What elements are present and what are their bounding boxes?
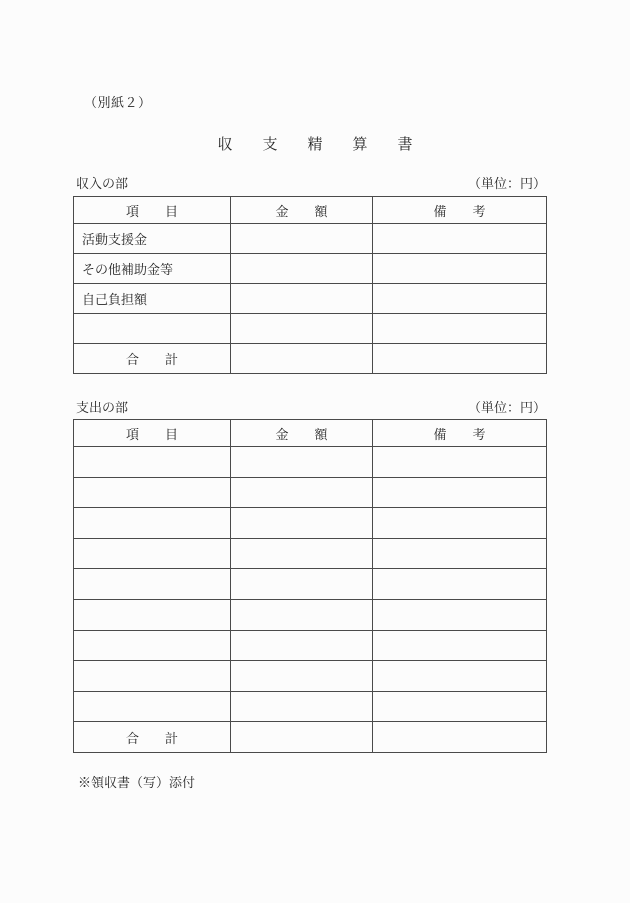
total-label-cell: 合 計	[74, 344, 231, 374]
table-row	[74, 447, 547, 478]
note-cell	[373, 477, 547, 508]
note-cell	[373, 691, 547, 722]
amount-cell	[231, 508, 373, 539]
note-cell	[373, 630, 547, 661]
total-amount-cell	[231, 722, 373, 753]
item-cell	[74, 447, 231, 478]
page-title: 収 支 精 算 書	[217, 137, 413, 153]
note-cell	[373, 314, 547, 344]
item-cell: 活動支援金	[74, 224, 231, 254]
amount-cell	[231, 630, 373, 661]
income-header-note: 備 考	[373, 197, 547, 224]
amount-cell	[231, 538, 373, 569]
item-cell	[74, 314, 231, 344]
expense-header-row	[74, 420, 547, 447]
table-row	[74, 599, 547, 630]
table-row	[74, 284, 547, 314]
attachment-label: （別紙２）	[84, 95, 152, 110]
income-unit-label: （単位：円）	[467, 176, 546, 191]
item-cell	[74, 661, 231, 692]
note-cell	[373, 284, 547, 314]
note-cell	[373, 538, 547, 569]
table-row	[74, 508, 547, 539]
income-header-item: 項 目	[74, 197, 231, 224]
expense-section-header	[73, 397, 546, 416]
amount-cell	[231, 224, 373, 254]
income-header-row	[74, 197, 547, 224]
amount-cell	[231, 314, 373, 344]
item-cell	[74, 599, 231, 630]
table-row	[74, 538, 547, 569]
table-row	[74, 630, 547, 661]
total-amount-cell	[231, 344, 373, 374]
amount-cell	[231, 447, 373, 478]
total-note-cell	[373, 722, 547, 753]
table-row	[74, 224, 547, 254]
expense-section-label: 支出の部	[76, 400, 129, 415]
table-row	[74, 569, 547, 600]
amount-cell	[231, 284, 373, 314]
item-cell	[74, 569, 231, 600]
amount-cell	[231, 254, 373, 284]
amount-cell	[231, 477, 373, 508]
expense-total-row	[74, 722, 547, 753]
income-table	[73, 196, 547, 374]
amount-cell	[231, 599, 373, 630]
income-total-row	[74, 344, 547, 374]
amount-cell	[231, 661, 373, 692]
item-cell	[74, 538, 231, 569]
item-cell	[74, 630, 231, 661]
note-cell	[373, 599, 547, 630]
note-cell	[373, 508, 547, 539]
expense-header-note: 備 考	[373, 420, 547, 447]
expense-table	[73, 419, 547, 753]
table-row	[74, 477, 547, 508]
note-cell	[373, 224, 547, 254]
amount-cell	[231, 569, 373, 600]
item-cell: その他補助金等	[74, 254, 231, 284]
income-section-label: 収入の部	[76, 176, 129, 191]
item-cell: 自己負担額	[74, 284, 231, 314]
amount-cell	[231, 691, 373, 722]
expense-header-item: 項 目	[74, 420, 231, 447]
total-label-cell: 合 計	[74, 722, 231, 753]
table-row	[74, 661, 547, 692]
receipt-attachment-note: ※領収書（写）添付	[78, 775, 196, 790]
item-cell	[74, 477, 231, 508]
total-note-cell	[373, 344, 547, 374]
note-cell	[373, 569, 547, 600]
expense-unit-label: （単位：円）	[467, 400, 546, 415]
note-cell	[373, 661, 547, 692]
table-row	[74, 254, 547, 284]
expense-header-amount: 金 額	[231, 420, 373, 447]
note-cell	[373, 447, 547, 478]
item-cell	[74, 691, 231, 722]
table-row	[74, 691, 547, 722]
income-section-header	[73, 173, 546, 192]
item-cell	[74, 508, 231, 539]
note-cell	[373, 254, 547, 284]
table-row	[74, 314, 547, 344]
income-header-amount: 金 額	[231, 197, 373, 224]
